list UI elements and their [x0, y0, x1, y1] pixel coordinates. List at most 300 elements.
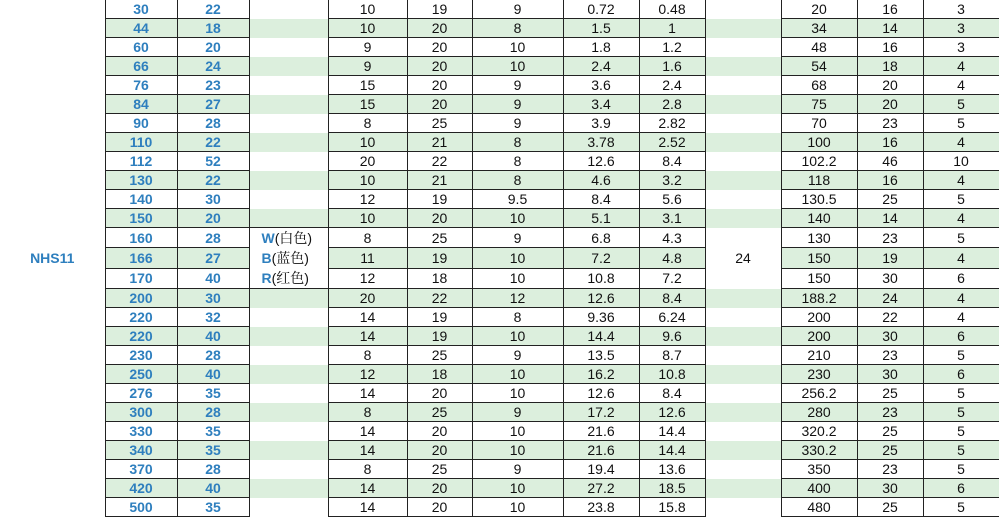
value-cell: 10 [328, 0, 407, 19]
value-cell: 12.6 [639, 403, 705, 422]
value-cell: 4 [923, 171, 999, 190]
value-cell: 256.2 [781, 384, 857, 403]
value-cell: 30 [857, 365, 923, 384]
value-cell: 21.6 [563, 422, 639, 441]
size-cell: 18 [177, 19, 249, 38]
value-cell: 10 [472, 479, 563, 498]
value-cell: 25 [857, 384, 923, 403]
value-cell: 12 [328, 190, 407, 209]
value-cell: 6 [923, 479, 999, 498]
value-cell: 13.6 [639, 460, 705, 479]
size-cell: 140 [105, 190, 177, 209]
value-cell: 68 [781, 76, 857, 95]
value-cell: 130 [781, 228, 857, 248]
shared-blank-cell [705, 171, 781, 190]
value-cell: 19 [407, 308, 472, 327]
value-cell: 20 [781, 0, 857, 19]
size-cell: 40 [177, 479, 249, 498]
value-cell: 150 [781, 248, 857, 268]
size-cell: 300 [105, 403, 177, 422]
color-blank-cell [249, 384, 328, 403]
size-cell: 250 [105, 365, 177, 384]
value-cell: 23 [857, 228, 923, 248]
size-cell: 28 [177, 460, 249, 479]
color-letter: R [261, 270, 272, 286]
value-cell: 12.6 [563, 152, 639, 171]
shared-value-cell: 24 [705, 248, 781, 268]
color-blank-cell [249, 441, 328, 460]
value-cell: 13.5 [563, 346, 639, 365]
value-cell: 34 [781, 19, 857, 38]
value-cell: 19 [407, 248, 472, 268]
value-cell: 0.72 [563, 0, 639, 19]
value-cell: 9 [472, 403, 563, 422]
color-name: (蓝色) [271, 250, 309, 266]
value-cell: 5.1 [563, 209, 639, 228]
color-blank-cell [249, 95, 328, 114]
shared-blank-cell [705, 308, 781, 327]
size-cell: 20 [177, 209, 249, 228]
value-cell: 10 [923, 152, 999, 171]
value-cell: 20 [407, 441, 472, 460]
value-cell: 16 [857, 0, 923, 19]
size-cell: 420 [105, 479, 177, 498]
value-cell: 10 [328, 171, 407, 190]
table-row [0, 57, 999, 76]
value-cell: 20 [857, 95, 923, 114]
value-cell: 8 [472, 308, 563, 327]
value-cell: 4.6 [563, 171, 639, 190]
value-cell: 24 [857, 289, 923, 308]
value-cell: 1 [639, 19, 705, 38]
size-cell: 28 [177, 403, 249, 422]
size-cell: 76 [105, 76, 177, 95]
value-cell: 8 [472, 171, 563, 190]
value-cell: 480 [781, 498, 857, 517]
size-cell: 28 [177, 346, 249, 365]
value-cell: 20 [407, 209, 472, 228]
table-row [0, 346, 999, 365]
color-blank-cell [249, 57, 328, 76]
value-cell: 5.6 [639, 190, 705, 209]
value-cell: 3.2 [639, 171, 705, 190]
value-cell: 21 [407, 133, 472, 152]
size-cell: 22 [177, 0, 249, 19]
value-cell: 4 [923, 57, 999, 76]
value-cell: 19 [407, 327, 472, 346]
value-cell: 14 [328, 327, 407, 346]
value-cell: 230 [781, 365, 857, 384]
value-cell: 4.8 [639, 248, 705, 268]
table-row [0, 422, 999, 441]
value-cell: 20 [407, 38, 472, 57]
value-cell: 25 [857, 190, 923, 209]
table-row [0, 479, 999, 498]
value-cell: 30 [857, 327, 923, 346]
shared-blank-cell [705, 228, 781, 248]
value-cell: 23.8 [563, 498, 639, 517]
value-cell: 20 [857, 76, 923, 95]
value-cell: 5 [923, 460, 999, 479]
table-row [0, 327, 999, 346]
size-cell: 27 [177, 248, 249, 268]
value-cell: 8 [472, 19, 563, 38]
value-cell: 200 [781, 308, 857, 327]
value-cell: 19 [407, 0, 472, 19]
value-cell: 4 [923, 248, 999, 268]
value-cell: 23 [857, 403, 923, 422]
size-cell: 276 [105, 384, 177, 403]
table-row [0, 95, 999, 114]
color-blank-cell [249, 38, 328, 57]
value-cell: 6.24 [639, 308, 705, 327]
value-cell: 8.7 [639, 346, 705, 365]
value-cell: 10 [328, 209, 407, 228]
shared-blank-cell [705, 57, 781, 76]
value-cell: 10 [328, 19, 407, 38]
table-row [0, 19, 999, 38]
value-cell: 70 [781, 114, 857, 133]
value-cell: 3.78 [563, 133, 639, 152]
value-cell: 12 [328, 365, 407, 384]
value-cell: 8 [328, 403, 407, 422]
shared-blank-cell [705, 479, 781, 498]
shared-blank-cell [705, 0, 781, 19]
value-cell: 6.8 [563, 228, 639, 248]
value-cell: 9.5 [472, 190, 563, 209]
shared-blank-cell [705, 152, 781, 171]
value-cell: 3.4 [563, 95, 639, 114]
value-cell: 2.4 [563, 57, 639, 76]
shared-blank-cell [705, 498, 781, 517]
value-cell: 25 [857, 441, 923, 460]
value-cell: 20 [328, 289, 407, 308]
size-cell: 35 [177, 384, 249, 403]
shared-blank-cell [705, 190, 781, 209]
value-cell: 4.3 [639, 228, 705, 248]
value-cell: 8.4 [563, 190, 639, 209]
model-label: NHS11 [0, 0, 105, 517]
table-row [0, 114, 999, 133]
value-cell: 18.5 [639, 479, 705, 498]
value-cell: 5 [923, 441, 999, 460]
value-cell: 4 [923, 209, 999, 228]
value-cell: 20 [407, 498, 472, 517]
value-cell: 25 [407, 403, 472, 422]
value-cell: 9 [328, 38, 407, 57]
color-letter: W [261, 230, 275, 246]
value-cell: 350 [781, 460, 857, 479]
value-cell: 10 [472, 209, 563, 228]
size-cell: 110 [105, 133, 177, 152]
table-row [0, 498, 999, 517]
value-cell: 9 [472, 0, 563, 19]
size-cell: 170 [105, 268, 177, 288]
value-cell: 19 [857, 248, 923, 268]
value-cell: 14 [328, 422, 407, 441]
color-blank-cell [249, 171, 328, 190]
value-cell: 1.6 [639, 57, 705, 76]
table-row [0, 268, 999, 288]
shared-blank-cell [705, 422, 781, 441]
value-cell: 21.6 [563, 441, 639, 460]
value-cell: 23 [857, 346, 923, 365]
value-cell: 46 [857, 152, 923, 171]
value-cell: 25 [407, 346, 472, 365]
value-cell: 19.4 [563, 460, 639, 479]
size-cell: 40 [177, 268, 249, 288]
value-cell: 8 [328, 460, 407, 479]
value-cell: 3.6 [563, 76, 639, 95]
size-cell: 22 [177, 133, 249, 152]
size-cell: 32 [177, 308, 249, 327]
value-cell: 7.2 [563, 248, 639, 268]
value-cell: 16 [857, 133, 923, 152]
shared-blank-cell [705, 346, 781, 365]
size-cell: 220 [105, 308, 177, 327]
size-cell: 60 [105, 38, 177, 57]
color-blank-cell [249, 422, 328, 441]
color-blank-cell [249, 190, 328, 209]
size-cell: 52 [177, 152, 249, 171]
value-cell: 9 [472, 114, 563, 133]
value-cell: 14 [328, 384, 407, 403]
value-cell: 2.52 [639, 133, 705, 152]
value-cell: 6 [923, 365, 999, 384]
shared-blank-cell [705, 114, 781, 133]
value-cell: 8.4 [639, 384, 705, 403]
size-cell: 23 [177, 76, 249, 95]
value-cell: 14.4 [563, 327, 639, 346]
value-cell: 16 [857, 171, 923, 190]
size-cell: 150 [105, 209, 177, 228]
value-cell: 5 [923, 114, 999, 133]
value-cell: 9.36 [563, 308, 639, 327]
table-row [0, 76, 999, 95]
value-cell: 0.48 [639, 0, 705, 19]
table-row [0, 152, 999, 171]
value-cell: 10.8 [639, 365, 705, 384]
value-cell: 4 [923, 76, 999, 95]
value-cell: 25 [407, 460, 472, 479]
value-cell: 21 [407, 171, 472, 190]
value-cell: 20 [328, 152, 407, 171]
color-blank-cell [249, 152, 328, 171]
table-row [0, 228, 999, 248]
value-cell: 27.2 [563, 479, 639, 498]
size-cell: 340 [105, 441, 177, 460]
value-cell: 19 [407, 190, 472, 209]
shared-blank-cell [705, 460, 781, 479]
value-cell: 20 [407, 384, 472, 403]
color-blank-cell [249, 479, 328, 498]
value-cell: 25 [857, 422, 923, 441]
size-cell: 30 [177, 190, 249, 209]
value-cell: 8 [328, 228, 407, 248]
value-cell: 3.1 [639, 209, 705, 228]
table-row [0, 403, 999, 422]
value-cell: 22 [407, 152, 472, 171]
value-cell: 8 [328, 346, 407, 365]
value-cell: 10 [472, 248, 563, 268]
size-cell: 330 [105, 422, 177, 441]
table-row [0, 441, 999, 460]
value-cell: 14.4 [639, 441, 705, 460]
value-cell: 22 [407, 289, 472, 308]
value-cell: 10 [472, 422, 563, 441]
table-row [0, 190, 999, 209]
color-blank-cell [249, 209, 328, 228]
shared-blank-cell [705, 289, 781, 308]
size-cell: 166 [105, 248, 177, 268]
value-cell: 5 [923, 422, 999, 441]
value-cell: 30 [857, 479, 923, 498]
shared-blank-cell [705, 268, 781, 288]
table-row [0, 248, 999, 268]
value-cell: 12.6 [563, 289, 639, 308]
color-blank-cell [249, 346, 328, 365]
color-blank-cell [249, 114, 328, 133]
value-cell: 5 [923, 95, 999, 114]
size-cell: 20 [177, 38, 249, 57]
value-cell: 5 [923, 346, 999, 365]
value-cell: 23 [857, 114, 923, 133]
value-cell: 5 [923, 384, 999, 403]
color-blank-cell [249, 403, 328, 422]
value-cell: 14 [857, 209, 923, 228]
value-cell: 2.4 [639, 76, 705, 95]
value-cell: 15 [328, 95, 407, 114]
value-cell: 5 [923, 228, 999, 248]
value-cell: 9.6 [639, 327, 705, 346]
value-cell: 9 [472, 346, 563, 365]
value-cell: 188.2 [781, 289, 857, 308]
value-cell: 10 [472, 498, 563, 517]
value-cell: 10 [472, 384, 563, 403]
value-cell: 280 [781, 403, 857, 422]
size-cell: 40 [177, 327, 249, 346]
value-cell: 9 [328, 57, 407, 76]
value-cell: 210 [781, 346, 857, 365]
color-letter: B [261, 250, 272, 266]
value-cell: 14 [328, 441, 407, 460]
value-cell: 150 [781, 268, 857, 288]
size-cell: 44 [105, 19, 177, 38]
table-row [0, 460, 999, 479]
value-cell: 7.2 [639, 268, 705, 288]
color-blank-cell [249, 365, 328, 384]
shared-blank-cell [705, 95, 781, 114]
color-name: (红色) [271, 270, 309, 286]
value-cell: 25 [407, 228, 472, 248]
table-row [0, 289, 999, 308]
size-cell: 24 [177, 57, 249, 76]
value-cell: 130.5 [781, 190, 857, 209]
value-cell: 20 [407, 422, 472, 441]
size-cell: 35 [177, 498, 249, 517]
value-cell: 10 [472, 38, 563, 57]
value-cell: 4 [923, 289, 999, 308]
size-cell: 200 [105, 289, 177, 308]
value-cell: 2.82 [639, 114, 705, 133]
value-cell: 8.4 [639, 152, 705, 171]
value-cell: 48 [781, 38, 857, 57]
value-cell: 10 [472, 57, 563, 76]
size-cell: 30 [177, 289, 249, 308]
table-row [0, 38, 999, 57]
color-blank-cell [249, 289, 328, 308]
value-cell: 11 [328, 248, 407, 268]
value-cell: 140 [781, 209, 857, 228]
size-cell: 28 [177, 114, 249, 133]
value-cell: 23 [857, 460, 923, 479]
value-cell: 1.5 [563, 19, 639, 38]
color-blank-cell [249, 19, 328, 38]
value-cell: 12 [472, 289, 563, 308]
color-option [262, 248, 328, 268]
table-row [0, 365, 999, 384]
color-option [262, 228, 328, 248]
table-row [0, 209, 999, 228]
value-cell: 4 [923, 133, 999, 152]
size-cell: 28 [177, 228, 249, 248]
value-cell: 9 [472, 228, 563, 248]
table-row [0, 384, 999, 403]
value-cell: 102.2 [781, 152, 857, 171]
size-cell: 112 [105, 152, 177, 171]
size-cell: 35 [177, 422, 249, 441]
value-cell: 8.4 [639, 289, 705, 308]
shared-blank-cell [705, 403, 781, 422]
value-cell: 8 [328, 114, 407, 133]
value-cell: 20 [407, 57, 472, 76]
value-cell: 1.8 [563, 38, 639, 57]
value-cell: 9 [472, 95, 563, 114]
size-cell: 500 [105, 498, 177, 517]
size-cell: 27 [177, 95, 249, 114]
value-cell: 1.2 [639, 38, 705, 57]
shared-blank-cell [705, 327, 781, 346]
value-cell: 3.9 [563, 114, 639, 133]
value-cell: 16 [857, 38, 923, 57]
color-blank-cell [249, 327, 328, 346]
shared-blank-cell [705, 365, 781, 384]
value-cell: 330.2 [781, 441, 857, 460]
size-cell: 84 [105, 95, 177, 114]
color-name: (白色) [274, 230, 313, 246]
value-cell: 54 [781, 57, 857, 76]
value-cell: 10 [472, 327, 563, 346]
shared-blank-cell [705, 19, 781, 38]
value-cell: 10 [472, 365, 563, 384]
shared-blank-cell [705, 441, 781, 460]
size-cell: 35 [177, 441, 249, 460]
size-cell: 90 [105, 114, 177, 133]
value-cell: 14 [328, 479, 407, 498]
value-cell: 14 [857, 19, 923, 38]
value-cell: 20 [407, 19, 472, 38]
value-cell: 14.4 [639, 422, 705, 441]
value-cell: 30 [857, 268, 923, 288]
color-blank-cell [249, 308, 328, 327]
table-row [0, 133, 999, 152]
value-cell: 8 [472, 133, 563, 152]
value-cell: 9 [472, 460, 563, 479]
value-cell: 9 [472, 76, 563, 95]
color-blank-cell [249, 133, 328, 152]
value-cell: 15 [328, 76, 407, 95]
size-cell: 160 [105, 228, 177, 248]
